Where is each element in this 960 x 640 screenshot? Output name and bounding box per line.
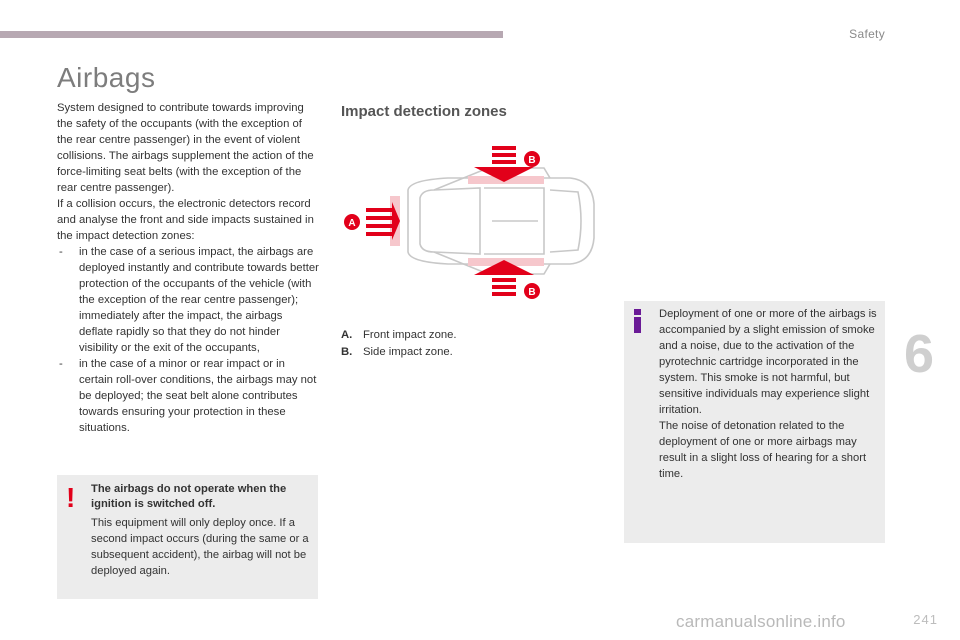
warning-heading: The airbags do not operate when the ignition is switched off. (91, 483, 287, 510)
list-item-text: in the case of a minor or rear impact or in certain roll-over conditions, the airbags may not be deployed; the seat belt alone contributes towards ensuring your protection in these situations. (79, 358, 317, 434)
zone-label-b: B (528, 287, 536, 298)
list-item (57, 244, 319, 356)
list-item-text: in the case of a serious impact, the airbags are deployed instantly and contribute towards better protection of the occupants of the vehicle (with the exception of the rear centre passenger); immediately after the impact, the airbags deflate rapidly so that they do not hinder visibility or the exit of the occupants, (79, 246, 319, 354)
legend-item (341, 344, 457, 361)
impact-zones-diagram (338, 140, 608, 302)
zone-label-b: B (528, 155, 536, 166)
info-paragraph: Deployment of one or more of the airbags is accompanied by a slight emission of smoke and a noise, due to the activation of the pyrotechnic cartridge incorporated in the system. This smoke is not harmful, but sensitive individuals may experience slight irritation. (659, 308, 877, 416)
front-impact-zone (366, 196, 400, 246)
legend-key: A. (341, 329, 353, 341)
warning-icon: ! (66, 482, 76, 513)
legend-item (341, 327, 457, 344)
legend-key: B. (341, 346, 353, 358)
info-box (624, 301, 885, 543)
zone-marker-b-top (524, 151, 540, 167)
intro-text (57, 100, 319, 436)
chapter-number: 6 (904, 324, 935, 384)
info-icon (634, 309, 641, 333)
info-text (659, 306, 881, 482)
intro-paragraph: System designed to contribute towards improving the safety of the occupants (with the exception of the rear centre passenger) in the event of violent collisions. The airbags supplement the action of the force-limiting seat belts (with the exception of the rear centre passenger). (57, 102, 314, 194)
page-number: 241 (913, 612, 938, 627)
watermark: carmanualsonline.info (676, 612, 846, 631)
bullet-marker: - (59, 246, 63, 258)
legend-text: Side impact zone. (363, 346, 453, 358)
warning-text: This equipment will only deploy once. If a second impact occurs (during the same or a subsequent accident), the airbag will not be deployed again. (91, 517, 309, 577)
info-paragraph: The noise of detonation related to the deployment of one or more airbags may result in a slight loss of hearing for a short time. (659, 420, 867, 480)
zone-marker-a (344, 214, 360, 230)
zones-legend (341, 327, 457, 361)
bullet-marker: - (59, 358, 63, 370)
page-title: Airbags (57, 62, 156, 93)
intro-paragraph: If a collision occurs, the electronic detectors record and analyse the front and side impacts sustained in the impact detection zones: (57, 198, 314, 242)
intro-list (57, 244, 319, 436)
legend-text: Front impact zone. (363, 329, 457, 341)
section-label: Safety (849, 27, 885, 41)
zone-label-a: A (348, 218, 356, 229)
header-bar (0, 31, 503, 38)
warning-box (57, 475, 318, 599)
list-item (57, 356, 319, 436)
zones-title: Impact detection zones (341, 103, 507, 120)
zone-marker-b-bottom (524, 283, 540, 299)
